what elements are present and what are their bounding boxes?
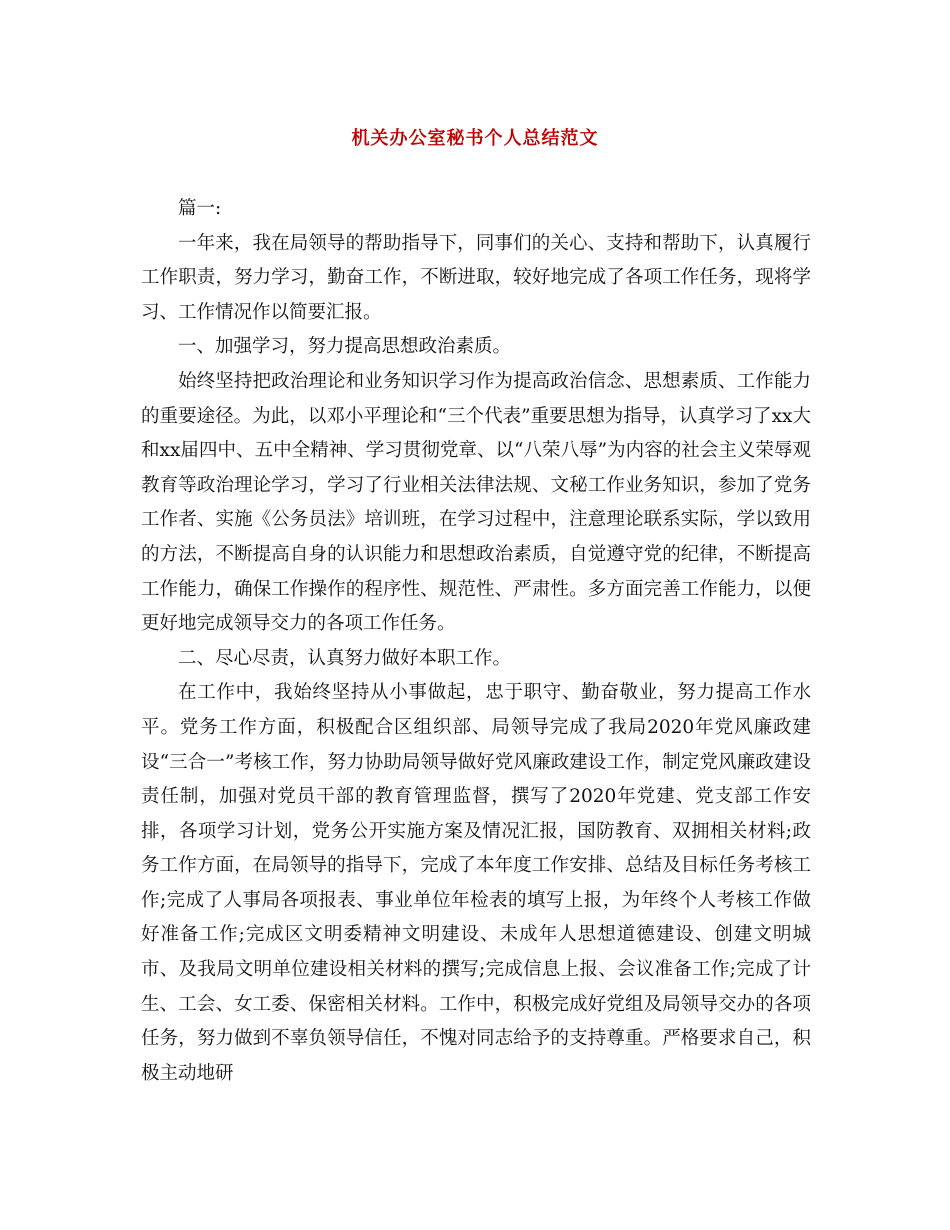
section-heading: 二、尽心尽责，认真努力做好本职工作。: [178, 647, 512, 669]
document-title: 机关办公室秘书个人总结范文: [351, 128, 599, 149]
paragraph: 在工作中，我始终坚持从小事做起，忠于职守、勤奋敬业，努力提高工作水平。党务工作方面，积极配合区组织部、局领导完成了我局2020年党风廉政建设“三合一”考核工作，努力协助局领导做好党风廉政建设工作，制定党风廉政建设责任制，加强对党员干部的教育管理监督，撰写了2020年党建、党支部工作安排，各项学习计划，党务公开实施方案及情况汇报，国防教育、双拥相关材料;政务工作方面，在局领导的指导下，完成了本年度工作安排、总结及目标任务考核工作;完成了人事局各项报表、事业单位年检表的填写上报，为年终个人考核工作做好准备工作;完成区文明委精神文明建设、未成年人思想道德建设、创建文明城市、及我局文明单位建设相关材料的撰写;完成信息上报、会议准备工作;完成了计生、工会、女工委、保密相关材料。工作中，积极完成好党组及局领导交办的各项任务，努力做到不辜负领导信任，不愧对同志给予的支持尊重。严格要求自己，积极主动地研: [141, 682, 811, 1084]
paragraph: 一年来，我在局领导的帮助指导下，同事们的关心、支持和帮助下，认真履行工作职责，努力学习，勤奋工作，不断进取，较好地完成了各项工作任务，现将学习、工作情况作以简要汇报。: [141, 232, 811, 323]
paragraph: 篇一:: [178, 198, 222, 219]
paragraph: 始终坚持把政治理论和业务知识学习作为提高政治信念、思想素质、工作能力的重要途径。为此，以邓小平理论和“三个代表”重要思想为指导，认真学习了xx大和xx届四中、五中全精神、学习贯彻党章、以“八荣八辱”为内容的社会主义荣辱观教育等政治理论学习，学习了行业相关法律法规、文秘工作业务知识，参加了党务工作者、实施《公务员法》培训班，在学习过程中，注意理论联系实际，学以致用的方法，不断提高自身的认识能力和思想政治素质，自觉遵守党的纪律，不断提高工作能力，确保工作操作的程序性、规范性、严肃性。多方面完善工作能力，以便更好地完成领导交力的各项工作任务。: [141, 370, 811, 635]
section-heading: 一、加强学习，努力提高思想政治素质。: [178, 336, 512, 358]
document-body: [141, 192, 811, 1091]
